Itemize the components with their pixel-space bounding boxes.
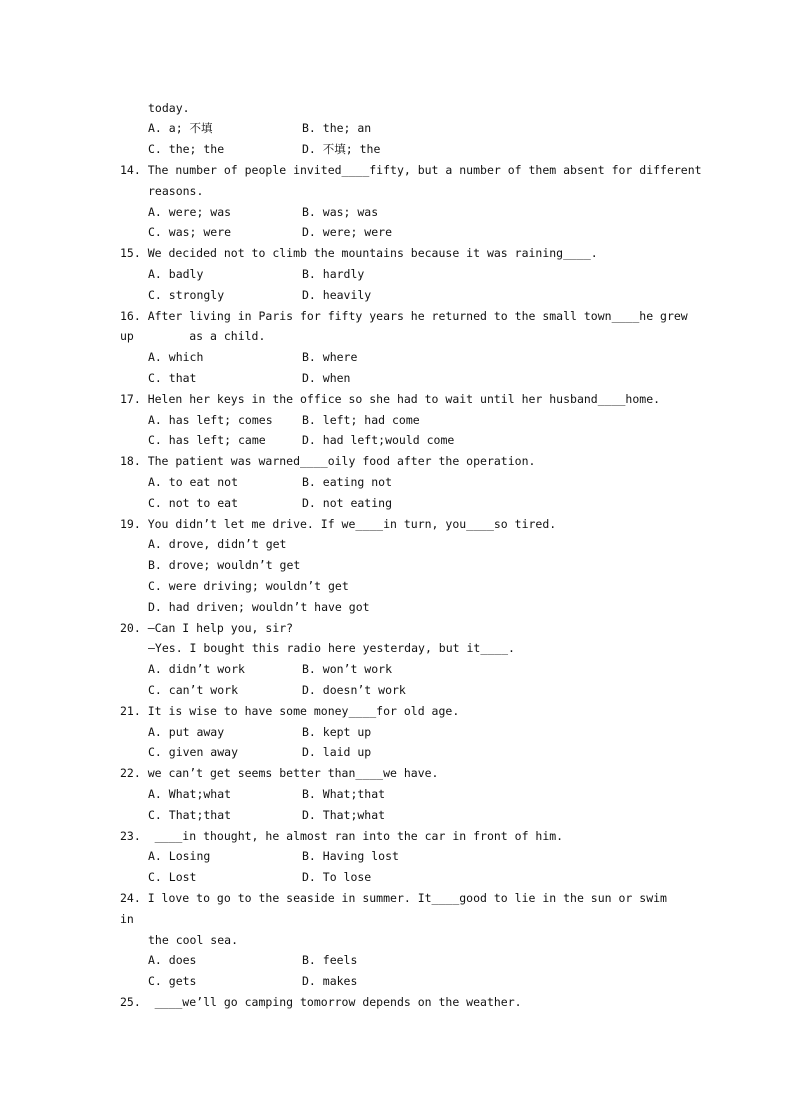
q17-option-c: C. has left; came (148, 433, 266, 447)
q16-option-b: B. where (302, 350, 358, 364)
q20-text-cont: —Yes. I bought this radio here yesterday, but it____. (148, 641, 515, 655)
q14-text-cont: reasons. (148, 184, 204, 198)
q15-option-d: D. heavily (302, 288, 372, 302)
q20-option-c: C. can’t work (148, 683, 239, 697)
q19-option-c: C. were driving; wouldn’t get (148, 579, 349, 593)
line-today: today. (148, 101, 190, 115)
q17-option-d: D. had left;would come (302, 433, 455, 447)
q23-option-b: B. Having lost (302, 849, 399, 863)
q15-text: 15. We decided not to climb the mountains because it was raining____. (120, 246, 598, 260)
q18-option-a: A. to eat not (148, 475, 239, 489)
q21-option-a: A. put away (148, 725, 225, 739)
q21-option-c: C. given away (148, 745, 239, 759)
q14-option-b: B. was; was (302, 205, 379, 219)
q22-text: 22. we can’t get seems better than____we have. (120, 766, 439, 780)
q14-text: 14. The number of people invited____fifty, but a number of them absent for different (120, 163, 702, 177)
q21-option-d: D. laid up (302, 745, 372, 759)
q20-option-b: B. won’t work (302, 662, 393, 676)
q19-text: 19. You didn’t let me drive. If we____in turn, you____so tired. (120, 517, 557, 531)
q13-option-b: B. the; an (302, 121, 372, 135)
q24-option-d: D. makes (302, 974, 358, 988)
q13-option-d: D. 不填; the (302, 142, 381, 156)
q15-option-c: C. strongly (148, 288, 225, 302)
q16-option-a: A. which (148, 350, 204, 364)
q18-option-c: C. not to eat (148, 496, 239, 510)
q17-option-b: B. left; had come (302, 413, 420, 427)
q15-option-b: B. hardly (302, 267, 365, 281)
q13-option-c: C. the; the (148, 142, 225, 156)
q18-option-b: B. eating not (302, 475, 393, 489)
q18-text: 18. The patient was warned____oily food after the operation. (120, 454, 536, 468)
q24-option-a: A. does (148, 953, 197, 967)
q18-option-d: D. not eating (302, 496, 393, 510)
q24-text-cont: the cool sea. (148, 933, 239, 947)
q21-text: 21. It is wise to have some money____for old age. (120, 704, 460, 718)
q16-text: 16. After living in Paris for fifty years he returned to the small town____he grew (120, 309, 688, 323)
q16-option-c: C. that (148, 371, 197, 385)
q20-text: 20. —Can I help you, sir? (120, 621, 294, 635)
q17-text: 17. Helen her keys in the office so she had to wait until her husband____home. (120, 392, 661, 406)
q19-option-d: D. had driven; wouldn’t have got (148, 600, 370, 614)
q24-text-wrap: in (120, 912, 134, 926)
q21-option-b: B. kept up (302, 725, 372, 739)
q17-option-a: A. has left; comes (148, 413, 273, 427)
q13-option-a: A. a; 不填 (148, 121, 213, 135)
q24-text: 24. I love to go to the seaside in summer. It____good to lie in the sun or swim (120, 891, 667, 905)
q16-text-cont: up as a child. (120, 329, 266, 343)
q24-option-b: B. feels (302, 953, 358, 967)
q22-option-b: B. What;that (302, 787, 386, 801)
q23-text: 23. ____in thought, he almost ran into the car in front of him. (120, 829, 564, 843)
q23-option-a: A. Losing (148, 849, 211, 863)
q23-option-d: D. To lose (302, 870, 372, 884)
q16-option-d: D. when (302, 371, 351, 385)
q19-option-a: A. drove, didn’t get (148, 537, 287, 551)
q14-option-a: A. were; was (148, 205, 232, 219)
q22-option-c: C. That;that (148, 808, 232, 822)
q19-option-b: B. drove; wouldn’t get (148, 558, 301, 572)
q15-option-a: A. badly (148, 267, 204, 281)
q22-option-a: A. What;what (148, 787, 232, 801)
q23-option-c: C. Lost (148, 870, 197, 884)
q14-option-c: C. was; were (148, 225, 232, 239)
q22-option-d: D. That;what (302, 808, 386, 822)
q25-text: 25. ____we’ll go camping tomorrow depends on the weather. (120, 995, 522, 1009)
q20-option-a: A. didn’t work (148, 662, 245, 676)
q24-option-c: C. gets (148, 974, 197, 988)
q20-option-d: D. doesn’t work (302, 683, 406, 697)
q14-option-d: D. were; were (302, 225, 393, 239)
